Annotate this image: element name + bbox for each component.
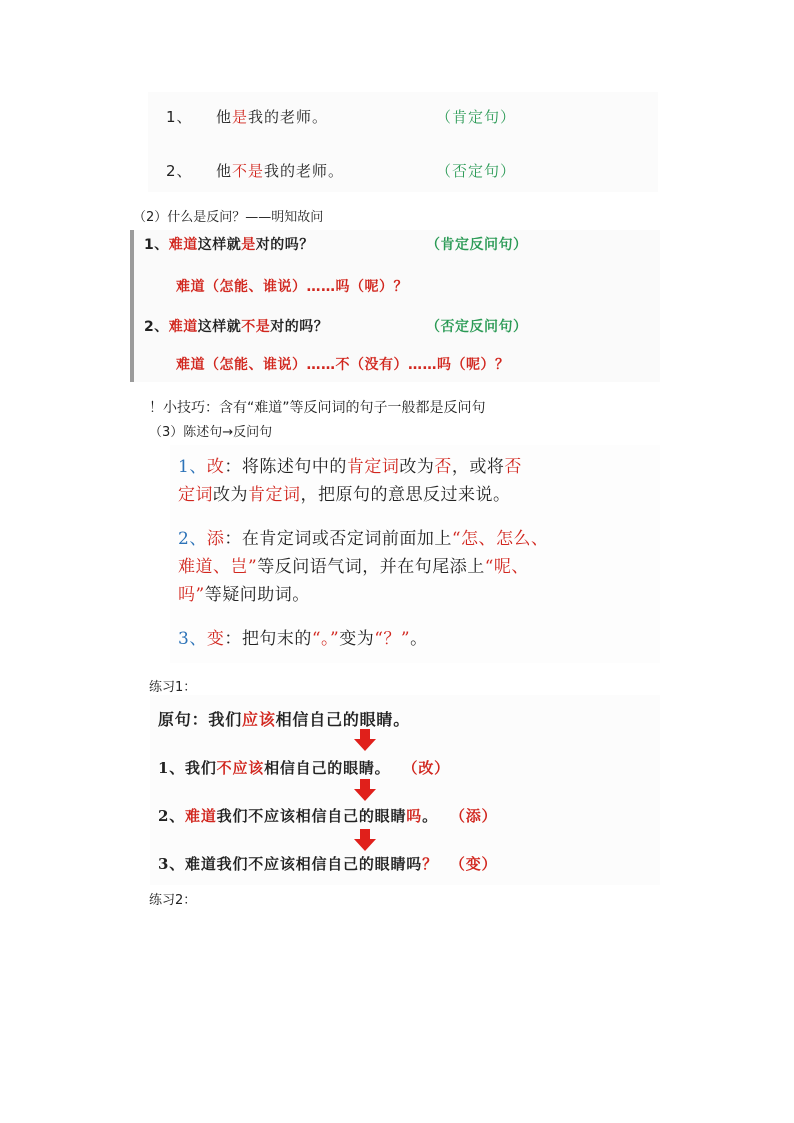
sentence-negative: 2、 他不是我的老师。 （否定句）: [166, 162, 517, 180]
practice-2-heading: 练习2：: [149, 893, 197, 908]
rhetorical-negative: 2、难道这样就不是对的吗？ （否定反问句）: [144, 319, 528, 335]
rule-add-line-1: 2、添：在肯定词或否定词前面加上“怎、怎么、: [178, 529, 549, 549]
section-heading-conversion: （3）陈述句→反问句: [149, 425, 273, 440]
step-2-sentence: 2、难道我们不应该相信自己的眼睛吗。 （添）: [158, 807, 498, 825]
example-image-rhetorical: [130, 230, 660, 382]
image-edge: [130, 230, 134, 382]
step-1-sentence: 1、我们不应该相信自己的眼睛。 （改）: [158, 759, 450, 777]
section-heading-rhetorical: （2）什么是反问？——明知故问: [133, 210, 324, 225]
rhetorical-affirmative: 1、难道这样就是对的吗？ （肯定反问句）: [144, 237, 528, 253]
rule-add-line-2: 难道、岂”等反问语气词，并在句尾添上“呢、: [178, 557, 529, 577]
rule-transform: 3、变：把句末的“。”变为“？”。: [178, 629, 428, 649]
rhetorical-pattern-1: 难道（怎能、谁说）……吗（呢）？: [176, 279, 408, 295]
example-image-statements: [148, 92, 658, 192]
down-arrow-icon: [354, 829, 376, 851]
down-arrow-icon: [354, 729, 376, 751]
practice-1-image: [150, 695, 660, 885]
original-sentence: 原句：我们应该相信自己的眼睛。: [158, 710, 411, 729]
practice-1-heading: 练习1：: [149, 680, 197, 695]
rule-change-line-1: 1、改：将陈述句中的肯定词改为否，或将否: [178, 457, 522, 477]
rule-add-line-3: 吗”等疑问助词。: [178, 585, 310, 605]
sentence-affirmative: 1、 他是我的老师。 （肯定句）: [166, 108, 517, 126]
conversion-rules-image: [170, 445, 660, 663]
rhetorical-pattern-2: 难道（怎能、谁说）……不（没有）……吗（呢）？: [176, 357, 510, 373]
step-3-sentence: 3、难道我们不应该相信自己的眼睛吗？ （变）: [158, 855, 498, 873]
down-arrow-icon: [354, 779, 376, 801]
rule-change-line-2: 定词改为肯定词，把原句的意思反过来说。: [178, 485, 511, 505]
tip-text: ！小技巧：含有“难道”等反问词的句子一般都是反问句: [149, 400, 486, 416]
